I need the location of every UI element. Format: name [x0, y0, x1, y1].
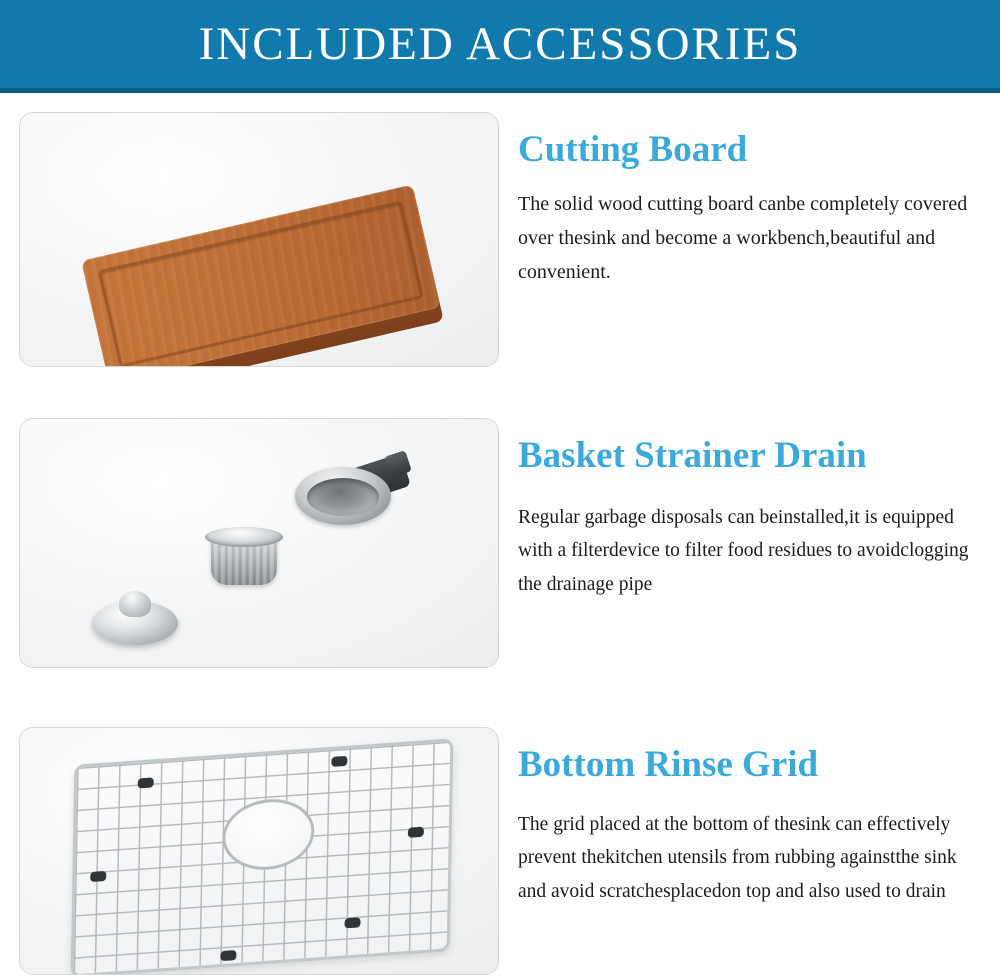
- page-title: INCLUDED ACCESSORIES: [198, 17, 802, 70]
- grid-foot: [138, 777, 154, 788]
- strainer-basket-illustration: [205, 527, 283, 589]
- drain-assembly-illustration: [295, 461, 407, 527]
- drain-stopper-illustration: [92, 591, 178, 647]
- grid-foot: [331, 756, 347, 767]
- accessory-text-column: [518, 112, 998, 367]
- rinse-grid-illustration: [71, 738, 454, 975]
- accessory-row: [0, 418, 1000, 668]
- drain-flange-opening: [307, 478, 379, 516]
- bottom-rinse-grid-photo: [19, 727, 499, 975]
- board-top-surface: [81, 185, 441, 367]
- grid-foot: [220, 950, 236, 961]
- accessory-row: [0, 112, 1000, 367]
- wood-cutting-board-photo: [19, 112, 499, 367]
- grid-foot: [408, 827, 424, 838]
- accessory-description: Regular garbage disposals can beinstalled,it is equipped with a filterdevice to filter food residues to avoidclogging the drainage pipe: [518, 506, 969, 595]
- accessory-row: [0, 727, 1000, 975]
- accessory-description: The grid placed at the bottom of thesink can effectively prevent thekitchen utensils from rubbing againstthe sink and avoid scratchesplacedon top and also used to drain: [518, 813, 957, 902]
- grid-foot: [90, 871, 106, 882]
- photo-background: [20, 113, 498, 366]
- grid-foot: [344, 917, 360, 928]
- accessory-title: Bottom Rinse Grid: [518, 744, 819, 785]
- basket-strainer-drain-photo: [19, 418, 499, 668]
- accessory-title: Basket Strainer Drain: [518, 435, 867, 476]
- header-divider: [0, 88, 1000, 93]
- page-header-banner: [0, 0, 1000, 88]
- photo-background: [20, 419, 498, 667]
- accessory-text-column: [518, 727, 998, 975]
- photo-background: [20, 728, 498, 974]
- strainer-basket-rim: [205, 527, 283, 547]
- drain-flange: [295, 467, 391, 525]
- accessory-text-column: [518, 418, 998, 668]
- cutting-board-illustration: [81, 185, 443, 367]
- accessory-title: Cutting Board: [518, 129, 748, 170]
- stopper-knob: [119, 591, 151, 617]
- accessory-description: The solid wood cutting board canbe completely covered over thesink and become a workbench,beautiful and convenient.: [518, 192, 968, 284]
